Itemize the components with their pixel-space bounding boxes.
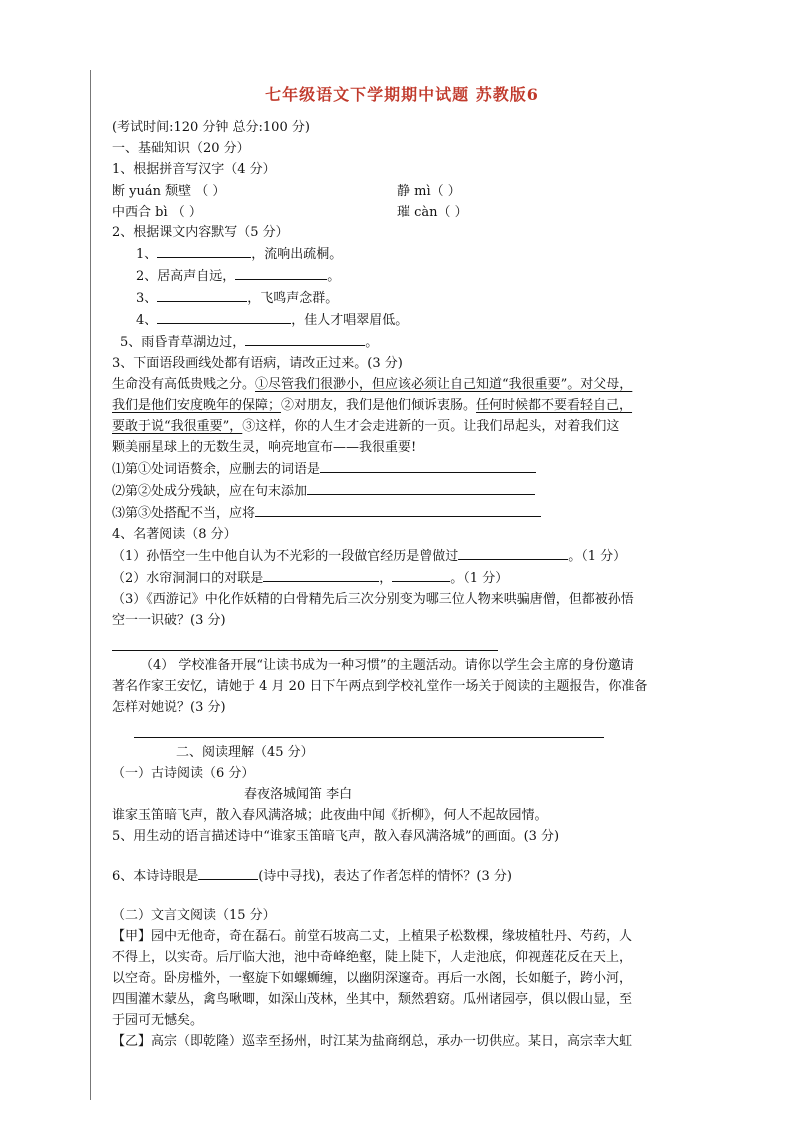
pinyin-item-d: 璀 càn（ ） (397, 205, 468, 220)
recite-line-5: 5、雨昏青草湖边过， 。 (112, 331, 692, 353)
answer-blank[interactable] (157, 309, 291, 324)
q4-item-4-line-3: 怎样对她说？(3 分) (112, 700, 226, 715)
answer-blank[interactable] (307, 480, 535, 495)
q4-item-3-line-2: 空一一识破？(3 分) (112, 613, 226, 628)
q4-item-4-line-1: （4） 学校准备开展“让读书成为一种习惯”的主题活动。请你以学生会主席的身份邀请 (140, 658, 634, 673)
passage-jia-line-3: 以空奇。卧房槛外，一壑旋下如螺蛳缠，以幽阴深邃奇。再后一水阁，长如艇子，跨小河， (112, 971, 633, 986)
passage-line-1: 生命没有高低贵贱之分。①尽管我们很渺小，但应该必须让自己知道“我很重要”。对父母， (112, 377, 633, 392)
page-title: 七年级语文下学期期中试题 苏教版6 (265, 85, 539, 104)
q4-item-1: （1）孙悟空一生中他自认为不光彩的一段做官经历是曾做过 。（1 分） (112, 545, 692, 567)
recite-line-4: 4、 ，佳人才唱翠眉低。 (112, 309, 692, 331)
question-5: 5、用生动的语言描述诗中“谁家玉笛暗飞声，散入春风满洛城”的画面。(3 分) (112, 829, 560, 844)
q4-item-2: （2）水帘洞洞口的对联是 ， 。（1 分） (112, 567, 692, 589)
answer-line[interactable] (112, 649, 498, 651)
question-2-heading: 2、根据课文内容默写（5 分） (112, 225, 289, 240)
answer-blank[interactable] (320, 458, 536, 473)
answer-blank[interactable] (245, 331, 365, 346)
answer-blank[interactable] (157, 243, 251, 258)
answer-blank[interactable] (198, 865, 258, 880)
passage-jia-line-4: 四围灌木蒙丛，禽鸟啾唧，如深山茂林，坐其中，颓然碧窈。瓜州诸园亭，俱以假山显，至 (112, 992, 633, 1007)
q4-item-4-line-2: 著名作家王安忆，请她于 4 月 20 日下午两点到学校礼堂作一场关于阅读的主题报告，你准备 (112, 679, 648, 694)
answer-blank[interactable] (263, 567, 379, 582)
passage-yi-line-1: 【乙】高宗（即乾隆）巡幸至扬州，时江某为盐商纲总，承办一切供应。某日，高宗幸大虹 (112, 1034, 633, 1049)
answer-blank[interactable] (458, 545, 568, 560)
sub-question-3: ⑶第③处搭配不当，应将 (112, 502, 692, 524)
poem-title: 春夜洛城闻笛 李白 (244, 787, 353, 802)
exam-page (112, 82, 692, 1052)
passage-line-4: 颗美丽星球上的无数生灵，响亮地宣布——我很重要! (112, 440, 417, 455)
passage-jia-line-1: 【甲】园中无他奇，奇在磊石。前堂石坡高二丈，上植果子松数棵，缘坡植牡丹、芍药，人 (112, 929, 633, 944)
exam-info: (考试时间:120 分钟 总分:100 分) (112, 120, 310, 135)
section-heading-reading: 二、阅读理解（45 分） (176, 745, 314, 760)
answer-blank[interactable] (235, 265, 327, 280)
recite-line-3: 3、 ，飞鸣声念群。 (112, 287, 692, 309)
passage-line-2: 我们是他们安度晚年的保障；②对朋友，我们是他们倾诉衷肠。任何时候都不要看轻自己， (112, 398, 633, 413)
passage-line-3: 要敢于说“我很重要”，③这样，你的人生才会走进新的一页。让我们昂起头，对着我们这 (112, 419, 620, 434)
wenyan-section-heading: （二）文言文阅读（15 分） (112, 908, 276, 923)
sub-question-1: ⑴第①处词语赘余，应删去的词语是 (112, 458, 692, 480)
question-1-heading: 1、根据拼音写汉字（4 分） (112, 162, 276, 177)
poem-text: 谁家玉笛暗飞声，散入春风满洛城；此夜曲中闻《折柳》，何人不起故园情。 (112, 808, 548, 823)
answer-blank[interactable] (157, 287, 247, 302)
sub-question-2: ⑵第②处成分残缺，应在句末添加 (112, 480, 692, 502)
q4-item-3-line-1: （3）《西游记》中化作妖精的白骨精先后三次分别变为哪三位人物来哄骗唐僧，但都被孙悟 (112, 592, 634, 607)
pinyin-item-b: 静 mì（ ） (397, 184, 461, 199)
question-1-row-1 (112, 180, 692, 201)
pinyin-item-a: 断 yuán 颓壁 （ ） (112, 184, 226, 199)
answer-blank[interactable] (255, 502, 541, 517)
answer-blank[interactable] (392, 567, 450, 582)
question-3-heading: 3、下面语段画线处都有语病，请改正过来。(3 分) (112, 356, 403, 371)
answer-line[interactable] (134, 736, 604, 738)
section-heading-basics: 一、基础知识（20 分） (112, 141, 250, 156)
pinyin-item-c: 中西合 bì （ ） (112, 205, 202, 220)
question-6: 6、本诗诗眼是 (诗中寻找)，表达了作者怎样的情怀？(3 分) (112, 865, 692, 887)
poem-section-heading: （一）古诗阅读（6 分） (112, 766, 255, 781)
recite-line-1: 1、 ，流响出疏桐。 (112, 243, 692, 265)
passage-jia-line-2: 不得上，以实奇。后厅临大池，池中奇峰绝壑，陡上陡下，人走池底，仰视莲花反在天上， (112, 950, 633, 965)
recite-line-2: 2、居高声自远， 。 (112, 265, 692, 287)
passage-jia-line-5: 于园可无憾矣。 (112, 1013, 204, 1028)
binding-margin-line (90, 70, 91, 1100)
question-4-heading: 4、名著阅读（8 分） (112, 527, 237, 542)
question-1-row-2 (112, 201, 692, 222)
